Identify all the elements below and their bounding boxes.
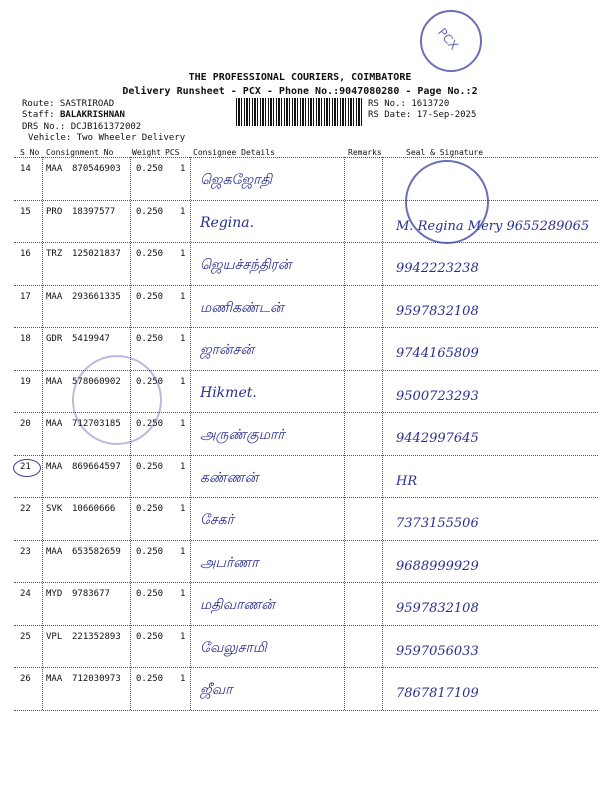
- company-title: THE PROFESSIONAL COURIERS, COIMBATORE: [188, 72, 412, 83]
- row-pcs: 1: [180, 164, 186, 174]
- row-pcs: 1: [180, 334, 186, 344]
- barcode: [236, 98, 364, 126]
- row-consignment-no: 578060902: [72, 376, 121, 387]
- row-prefix: MAA: [46, 419, 63, 429]
- circled-marker: [13, 459, 41, 477]
- row-signature: 9597832108: [396, 601, 479, 616]
- row-consignee-handwriting: கண்ணன்: [200, 469, 259, 486]
- vehicle-label: Vehicle: Two Wheeler Delivery: [28, 133, 186, 143]
- row-weight: 0.250: [136, 249, 164, 259]
- row-weight: 0.250: [136, 291, 164, 302]
- row-sno: 25: [20, 631, 31, 642]
- row-consignment-no: 5419947: [72, 334, 110, 344]
- col-consignee: Consignee Details: [193, 148, 275, 157]
- row-consignee-handwriting: Regina.: [200, 214, 255, 231]
- stamp-text: PCX: [434, 25, 461, 53]
- table-row: [0, 328, 600, 368]
- row-signature: 9688999929: [396, 558, 479, 574]
- row-signature: 9442997645: [396, 431, 479, 446]
- row-weight: 0.250: [136, 674, 164, 684]
- row-consignment-no: 712030973: [72, 674, 121, 684]
- seal-stamp: [405, 160, 489, 244]
- row-weight: 0.250: [136, 164, 164, 174]
- drs-number: DRS No.: DCJB161372002: [22, 122, 142, 132]
- row-weight: 0.250: [136, 334, 164, 344]
- row-pcs: 1: [180, 546, 186, 557]
- staff-line: [22, 110, 125, 121]
- col-remarks: Remarks: [348, 148, 382, 157]
- row-signature: 9500723293: [396, 388, 479, 404]
- row-consignee-handwriting: Hikmet.: [200, 384, 257, 401]
- row-pcs: 1: [180, 249, 186, 259]
- row-sno: 14: [20, 164, 31, 174]
- row-consignment-no: 9783677: [72, 589, 110, 599]
- row-sno: 15: [20, 206, 31, 217]
- row-consignee-handwriting: ஜெயச்சந்திரன்: [200, 257, 292, 273]
- row-signature: 9744165809: [396, 346, 479, 361]
- row-pcs: 1: [180, 291, 186, 302]
- row-weight: 0.250: [136, 546, 164, 557]
- staff-label: Staff:: [22, 110, 60, 120]
- row-sno: 23: [20, 546, 31, 557]
- row-prefix: MAA: [46, 376, 63, 387]
- row-pcs: 1: [180, 631, 186, 642]
- row-weight: 0.250: [136, 504, 164, 514]
- row-sno: 26: [20, 674, 31, 684]
- row-prefix: SVK: [46, 504, 63, 514]
- row-weight: 0.250: [136, 376, 164, 387]
- row-pcs: 1: [180, 674, 186, 684]
- row-consignment-no: 869664597: [72, 461, 121, 472]
- row-sno: 20: [20, 419, 31, 429]
- row-consignee-handwriting: ஜெகஜோதி: [200, 172, 272, 188]
- row-signature: 9597056033: [396, 643, 479, 659]
- row-prefix: MAA: [46, 546, 63, 557]
- row-weight: 0.250: [136, 631, 164, 642]
- row-consignment-no: 870546903: [72, 164, 121, 174]
- row-consignee-handwriting: ஜான்சன்: [200, 342, 254, 358]
- row-divider: [14, 710, 598, 711]
- pcx-corner-stamp: [420, 10, 482, 72]
- row-sno: 24: [20, 589, 31, 599]
- row-weight: 0.250: [136, 206, 164, 217]
- row-consignee-handwriting: மதிவாணன்: [200, 597, 275, 613]
- table-row: [0, 498, 600, 538]
- row-prefix: VPL: [46, 631, 63, 642]
- row-weight: 0.250: [136, 419, 164, 429]
- row-prefix: MAA: [46, 164, 63, 174]
- row-prefix: MAA: [46, 674, 63, 684]
- row-consignee-handwriting: ஜீவா: [200, 682, 233, 698]
- row-prefix: MAA: [46, 461, 63, 472]
- row-sno: 17: [20, 291, 31, 302]
- row-pcs: 1: [180, 419, 186, 429]
- row-signature: HR: [396, 473, 418, 489]
- row-consignment-no: 712703185: [72, 419, 121, 429]
- row-prefix: TRZ: [46, 249, 63, 259]
- row-pcs: 1: [180, 504, 186, 514]
- row-signature: 7867817109: [396, 686, 479, 701]
- row-consignment-no: 10660666: [72, 504, 116, 514]
- row-signature: M. Regina Mery 9655289065: [396, 218, 590, 234]
- col-consignment: Consignment No: [46, 148, 114, 157]
- col-sno: S No: [20, 148, 40, 157]
- table-row: [0, 668, 600, 708]
- row-consignee-handwriting: சேகர்: [200, 512, 234, 528]
- row-sno: 19: [20, 376, 31, 387]
- row-pcs: 1: [180, 376, 186, 387]
- row-consignment-no: 653582659: [72, 546, 121, 557]
- row-consignee-handwriting: வேலுசாமி: [200, 639, 267, 656]
- staff-name: BALAKRISHNAN: [59, 110, 125, 120]
- rs-date: RS Date: 17-Sep-2025: [368, 110, 477, 120]
- row-consignee-handwriting: மணிகண்டன்: [200, 299, 284, 316]
- col-weight: Weight: [132, 148, 161, 157]
- row-consignment-no: 221352893: [72, 631, 121, 642]
- table-row: [0, 158, 600, 198]
- row-signature: 9942223238: [396, 261, 479, 276]
- runsheet-subtitle: Delivery Runsheet - PCX - Phone No.:9047080280 - Page No.:2: [122, 86, 478, 97]
- table-row: [0, 583, 600, 623]
- row-prefix: MAA: [46, 291, 63, 302]
- table-row: [0, 243, 600, 283]
- row-prefix: GDR: [46, 334, 63, 344]
- table-row: [0, 626, 600, 666]
- row-prefix: MYD: [46, 589, 63, 599]
- row-sno: 22: [20, 504, 31, 514]
- row-consignee-handwriting: அருண்குமார்: [200, 427, 285, 443]
- table-row: [0, 201, 600, 241]
- row-sno: 18: [20, 334, 31, 344]
- row-consignee-handwriting: அபர்ணா: [200, 554, 259, 571]
- row-signature: 7373155506: [396, 516, 479, 531]
- row-signature: 9597832108: [396, 303, 479, 319]
- row-consignment-no: 293661335: [72, 291, 121, 302]
- row-sno: 21: [20, 461, 31, 472]
- row-consignment-no: 18397577: [72, 206, 116, 217]
- rs-number: RS No.: 1613720: [368, 99, 450, 109]
- col-seal: Seal & Signature: [406, 148, 484, 157]
- table-row: [0, 286, 600, 326]
- col-pcs: PCS: [165, 148, 180, 157]
- row-pcs: 1: [180, 206, 186, 217]
- row-prefix: PRO: [46, 206, 63, 217]
- table-row: [0, 541, 600, 581]
- seal-stamp: [72, 355, 162, 445]
- row-sno: 16: [20, 249, 31, 259]
- table-row: [0, 456, 600, 496]
- row-consignment-no: 125021837: [72, 249, 121, 259]
- row-weight: 0.250: [136, 461, 164, 472]
- row-pcs: 1: [180, 589, 186, 599]
- row-weight: 0.250: [136, 589, 164, 599]
- route-label: Route: SASTRIROAD: [22, 99, 115, 109]
- row-pcs: 1: [180, 461, 186, 472]
